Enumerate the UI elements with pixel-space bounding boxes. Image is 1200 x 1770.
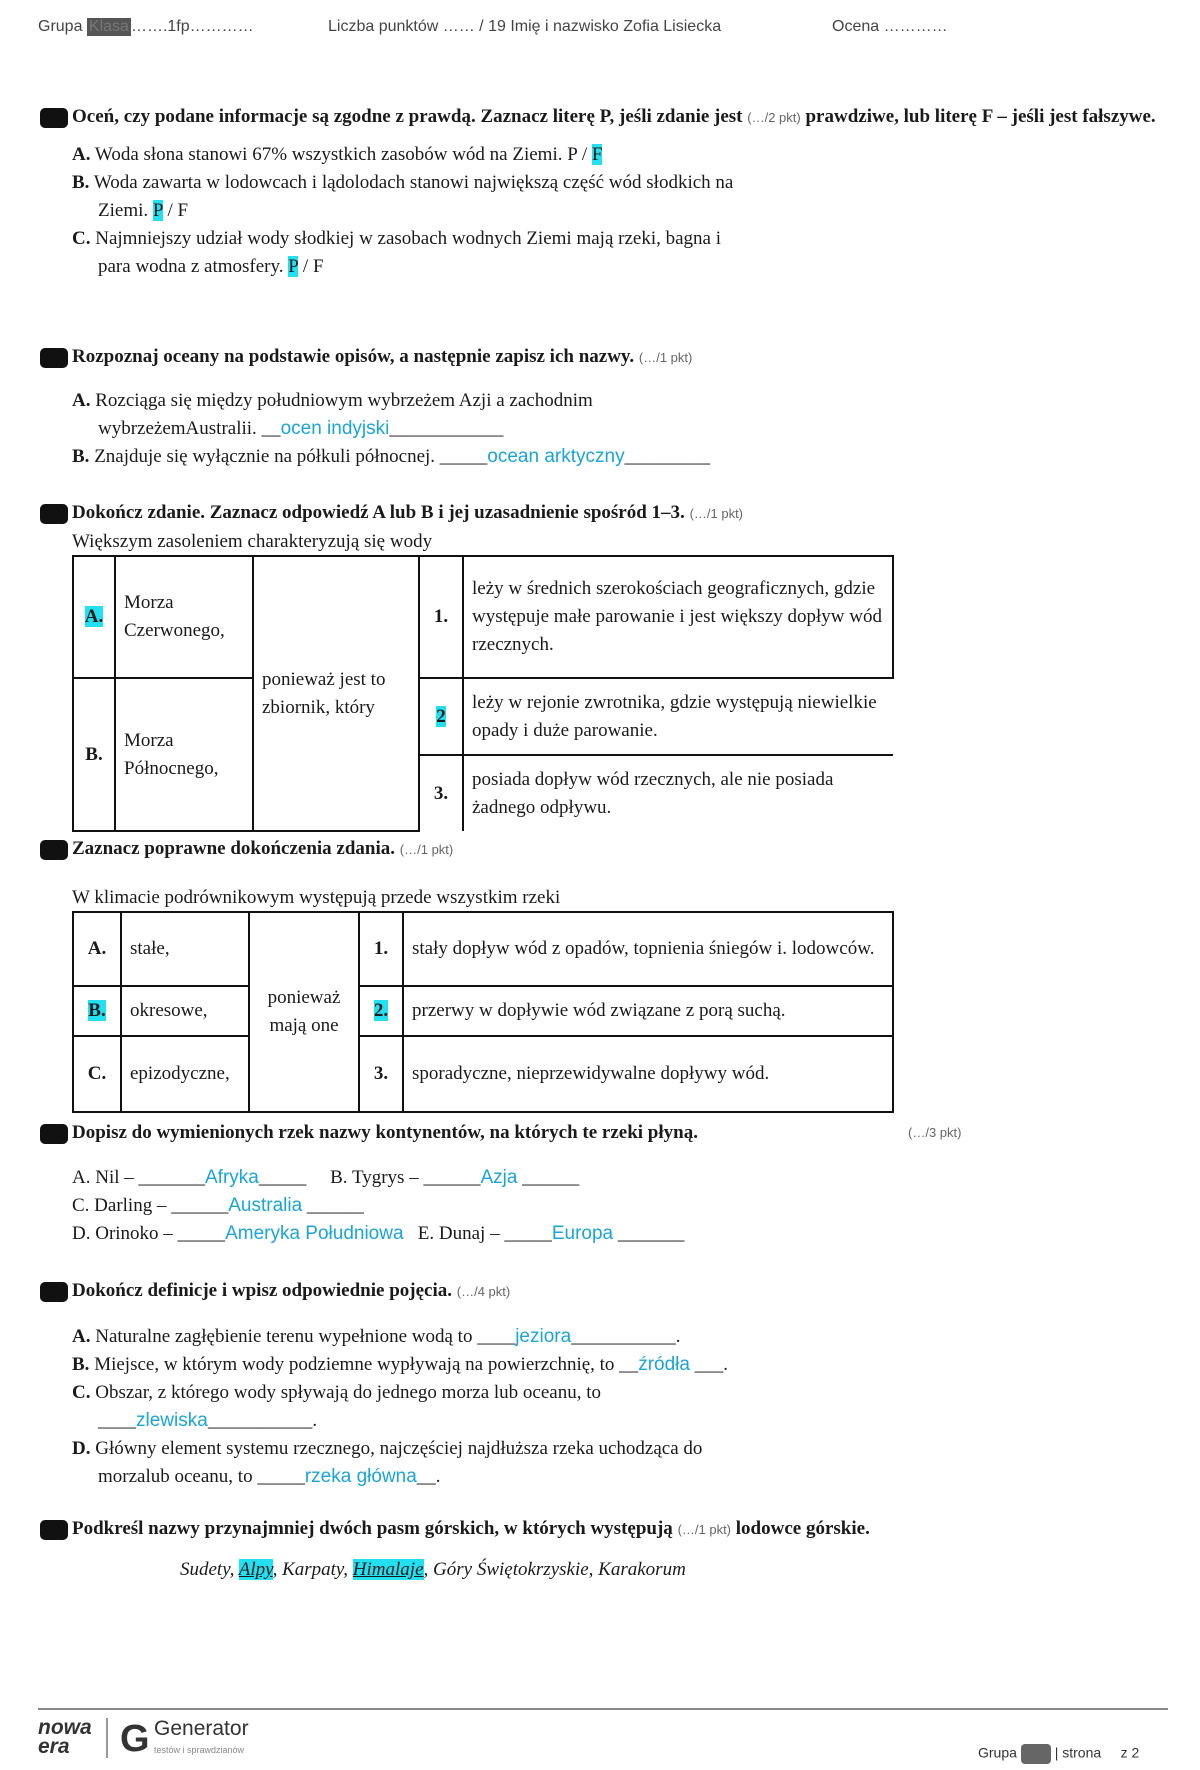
answer-field[interactable]: Afryka bbox=[205, 1167, 259, 1188]
class-label: Klasa bbox=[88, 18, 129, 35]
question-5 bbox=[40, 1118, 1160, 1248]
class-value: …….1fp………… bbox=[130, 18, 254, 35]
mountain-option[interactable]: Góry Świętokrzyskie bbox=[433, 1559, 589, 1580]
q2-item-a: A. Rozciąga się między południowym wybrzeżem Azji a zachodnim bbox=[72, 390, 593, 411]
option-a[interactable]: A. bbox=[73, 912, 121, 986]
q1-item-c: C. Najmniejszy udział wody słodkiej w zasobach wodnych Ziemi mają rzeki, bagna i bbox=[72, 228, 721, 249]
q5-row-2: C. Darling – ______Australia ______ bbox=[72, 1195, 364, 1216]
option-f[interactable]: F bbox=[177, 200, 189, 221]
footer-page-info: Grupa | strona z 2 bbox=[978, 1744, 1139, 1764]
question-7 bbox=[40, 1514, 1160, 1585]
option-c-text: epizodyczne, bbox=[121, 1036, 249, 1112]
question-2 bbox=[40, 342, 1160, 471]
answer-field[interactable]: jeziora bbox=[515, 1326, 572, 1347]
question-4 bbox=[40, 834, 1160, 1113]
option-b-text: Morza Północnego, bbox=[115, 678, 253, 831]
generator-logo: G Generator testów i sprawdzianów bbox=[120, 1717, 249, 1760]
mountain-list: Sudety, Alpy, Karpaty, Himalaje, Góry Świętokrzyskie, Karakorum bbox=[180, 1559, 686, 1580]
question-bullet bbox=[40, 840, 68, 860]
reason-2-text: leży w rejonie zwrotnika, gdzie występują niewielkie opady i duże parowanie. bbox=[463, 679, 893, 755]
question-bullet bbox=[40, 108, 68, 128]
option-p[interactable]: P bbox=[567, 144, 578, 165]
answer-field[interactable]: Ameryka Południowa bbox=[225, 1223, 404, 1244]
answer-field[interactable]: Europa bbox=[551, 1223, 614, 1244]
header-grade: Ocena ………… bbox=[832, 18, 948, 35]
points-badge: (…/1 pkt) bbox=[399, 842, 454, 857]
reason-1-number[interactable]: 1. bbox=[419, 556, 463, 678]
answer-field[interactable]: źródła bbox=[638, 1354, 690, 1375]
option-b-text: okresowe, bbox=[121, 986, 249, 1036]
header-group bbox=[38, 18, 254, 36]
option-f-selected[interactable]: F bbox=[591, 144, 603, 165]
q3-intro: Większym zasoleniem charakteryzują się wody bbox=[72, 531, 433, 552]
q6-item-c: C. Obszar, z którego wody spływają do jednego morza lub oceanu, to bbox=[72, 1382, 601, 1403]
question-bullet bbox=[40, 1282, 68, 1302]
reason-3-text: sporadyczne, nieprzewidywalne dopływy wód. bbox=[403, 1036, 893, 1112]
question-6 bbox=[40, 1276, 1160, 1491]
option-p-selected[interactable]: P bbox=[288, 256, 299, 277]
q6-item-c-cont: ____zlewiska___________. bbox=[98, 1410, 318, 1431]
q3-table bbox=[72, 555, 894, 832]
points-label: Liczba punktów …… / 19 bbox=[328, 18, 506, 35]
answer-field[interactable]: Azja bbox=[480, 1167, 518, 1188]
question-bullet bbox=[40, 504, 68, 524]
middle-text: ponieważ mają one bbox=[249, 912, 359, 1112]
question-bullet bbox=[40, 1520, 68, 1540]
q1-item-c-cont: para wodna z atmosfery. P / F bbox=[98, 256, 324, 277]
question-bullet bbox=[40, 348, 68, 368]
group-label: Grupa bbox=[38, 18, 83, 35]
q1-item-a: A. Woda słona stanowi 67% wszystkich zasobów wód na Ziemi. P / F bbox=[72, 144, 603, 165]
mountain-option[interactable]: Karakorum bbox=[598, 1559, 686, 1580]
points-badge: (…/3 pkt) bbox=[908, 1125, 962, 1140]
q4-intro: W klimacie podrównikowym występują przede wszystkim rzeki bbox=[72, 887, 561, 908]
option-p-selected[interactable]: P bbox=[152, 200, 163, 221]
answer-field[interactable]: ocean arktyczny bbox=[487, 446, 625, 467]
option-b[interactable]: B. bbox=[73, 986, 121, 1036]
option-a[interactable]: A. bbox=[73, 556, 115, 678]
reason-1-text: leży w średnich szerokościach geograficznych, gdzie występuje małe parowanie i jest większy dopływ wód rzecznych. bbox=[463, 556, 893, 678]
question-5-title: Dopisz do wymienionych rzek nazwy kontynentów, na których te rzeki płyną. (…/3 pkt) bbox=[40, 1118, 1160, 1148]
middle-text: ponieważ jest to zbiornik, który bbox=[253, 556, 419, 831]
option-c[interactable]: C. bbox=[73, 1036, 121, 1112]
option-a-text: Morza Czerwonego, bbox=[115, 556, 253, 678]
reason-2-number[interactable]: 2. bbox=[359, 986, 403, 1036]
reason-2-number[interactable]: 2 bbox=[420, 679, 463, 755]
answer-field[interactable]: Australia bbox=[228, 1195, 303, 1216]
reason-2-text: przerwy w dopływie wód związane z porą suchą. bbox=[403, 986, 893, 1036]
question-1 bbox=[40, 102, 1160, 281]
q1-item-b: B. Woda zawarta w lodowcach i lądolodach stanowi największą część wód słodkich na bbox=[72, 172, 734, 193]
q6-item-b: B. Miejsce, w którym wody podziemne wypływają na powierzchnię, to __źródła ___. bbox=[72, 1354, 728, 1375]
points-badge: (…/4 pkt) bbox=[456, 1284, 511, 1299]
name-label: Imię i nazwisko bbox=[510, 18, 619, 35]
question-3-title: Dokończ zdanie. Zaznacz odpowiedź A lub B i jej uzasadnienie spośród 1–3. (…/1 pkt) bbox=[40, 498, 1160, 529]
option-a-text: stałe, bbox=[121, 912, 249, 986]
footer-divider bbox=[38, 1708, 1168, 1710]
q6-item-d: D. Główny element systemu rzecznego, najczęściej najdłuższa rzeka uchodząca do bbox=[72, 1438, 703, 1459]
q1-item-b-cont: Ziemi. P / F bbox=[98, 200, 189, 221]
question-7-title: Podkreśl nazwy przynajmniej dwóch pasm górskich, w których występują (…/1 pkt) lodowce górskie. bbox=[40, 1514, 1160, 1545]
question-6-title: Dokończ definicje i wpisz odpowiednie pojęcia. (…/4 pkt) bbox=[40, 1276, 1160, 1307]
question-3 bbox=[40, 498, 1160, 832]
mountain-option-selected[interactable]: Alpy bbox=[238, 1559, 273, 1580]
q5-row-1: A. Nil – _______Afryka_____ B. Tygrys – ______Azja ______ bbox=[72, 1167, 580, 1188]
points-badge: (…/1 pkt) bbox=[638, 350, 693, 365]
student-name: Zofia Lisiecka bbox=[623, 18, 722, 35]
answer-field[interactable]: ocen indyjski bbox=[280, 418, 390, 439]
q6-item-d-cont: morzalub oceanu, to _____rzeka główna__. bbox=[98, 1466, 441, 1487]
mountain-option[interactable]: Karpaty bbox=[282, 1559, 344, 1580]
option-b[interactable]: B. bbox=[73, 678, 115, 831]
group-redacted bbox=[1021, 1744, 1051, 1764]
reason-1-number[interactable]: 1. bbox=[359, 912, 403, 986]
question-bullet bbox=[40, 1124, 68, 1144]
q2-item-b: B. Znajduje się wyłącznie na półkuli północnej. _____ocean arktyczny_________ bbox=[72, 446, 711, 467]
answer-field[interactable]: rzeka główna bbox=[304, 1466, 417, 1487]
answer-field[interactable]: zlewiska bbox=[136, 1410, 208, 1431]
q6-item-a: A. Naturalne zagłębienie terenu wypełnione wodą to ____jeziora___________. bbox=[72, 1326, 681, 1347]
generator-g-icon: G bbox=[120, 1718, 150, 1760]
q5-row-3: D. Orinoko – _____Ameryka Południowa E. Dunaj – _____Europa _______ bbox=[72, 1223, 685, 1244]
question-2-title: Rozpoznaj oceany na podstawie opisów, a następnie zapisz ich nazwy. (…/1 pkt) bbox=[40, 342, 1160, 373]
question-4-title: Zaznacz poprawne dokończenia zdania. (…/1 pkt) bbox=[40, 834, 1160, 865]
points-badge: (…/2 pkt) bbox=[747, 110, 801, 125]
reason-3-text: posiada dopływ wód rzecznych, ale nie posiada żadnego odpływu. bbox=[463, 755, 893, 831]
mountain-option-selected[interactable]: Himalaje bbox=[352, 1559, 424, 1580]
option-f[interactable]: F bbox=[312, 256, 324, 277]
mountain-option[interactable]: Sudety bbox=[180, 1559, 230, 1580]
reason-3-number[interactable]: 3. bbox=[420, 755, 463, 831]
points-badge: (…/1 pkt) bbox=[677, 1522, 732, 1537]
reason-3-number[interactable]: 3. bbox=[359, 1036, 403, 1112]
logo-divider bbox=[106, 1718, 108, 1758]
points-badge: (…/1 pkt) bbox=[689, 506, 744, 521]
question-1-title: Oceń, czy podane informacje są zgodne z prawdą. Zaznacz literę P, jeśli zdanie jest (…/2 pkt) prawdziwe, lub literę F – jeśli jest fałszywe. bbox=[40, 102, 1160, 133]
nowa-era-logo: nowa era bbox=[38, 1716, 92, 1758]
header-points bbox=[328, 18, 721, 36]
reason-1-text: stały dopływ wód z opadów, topnienia śniegów i. lodowców. bbox=[403, 912, 893, 986]
q4-table bbox=[72, 911, 894, 1113]
q2-item-a-cont: wybrzeżemAustralii. __ocen indyjski____________ bbox=[98, 418, 504, 439]
